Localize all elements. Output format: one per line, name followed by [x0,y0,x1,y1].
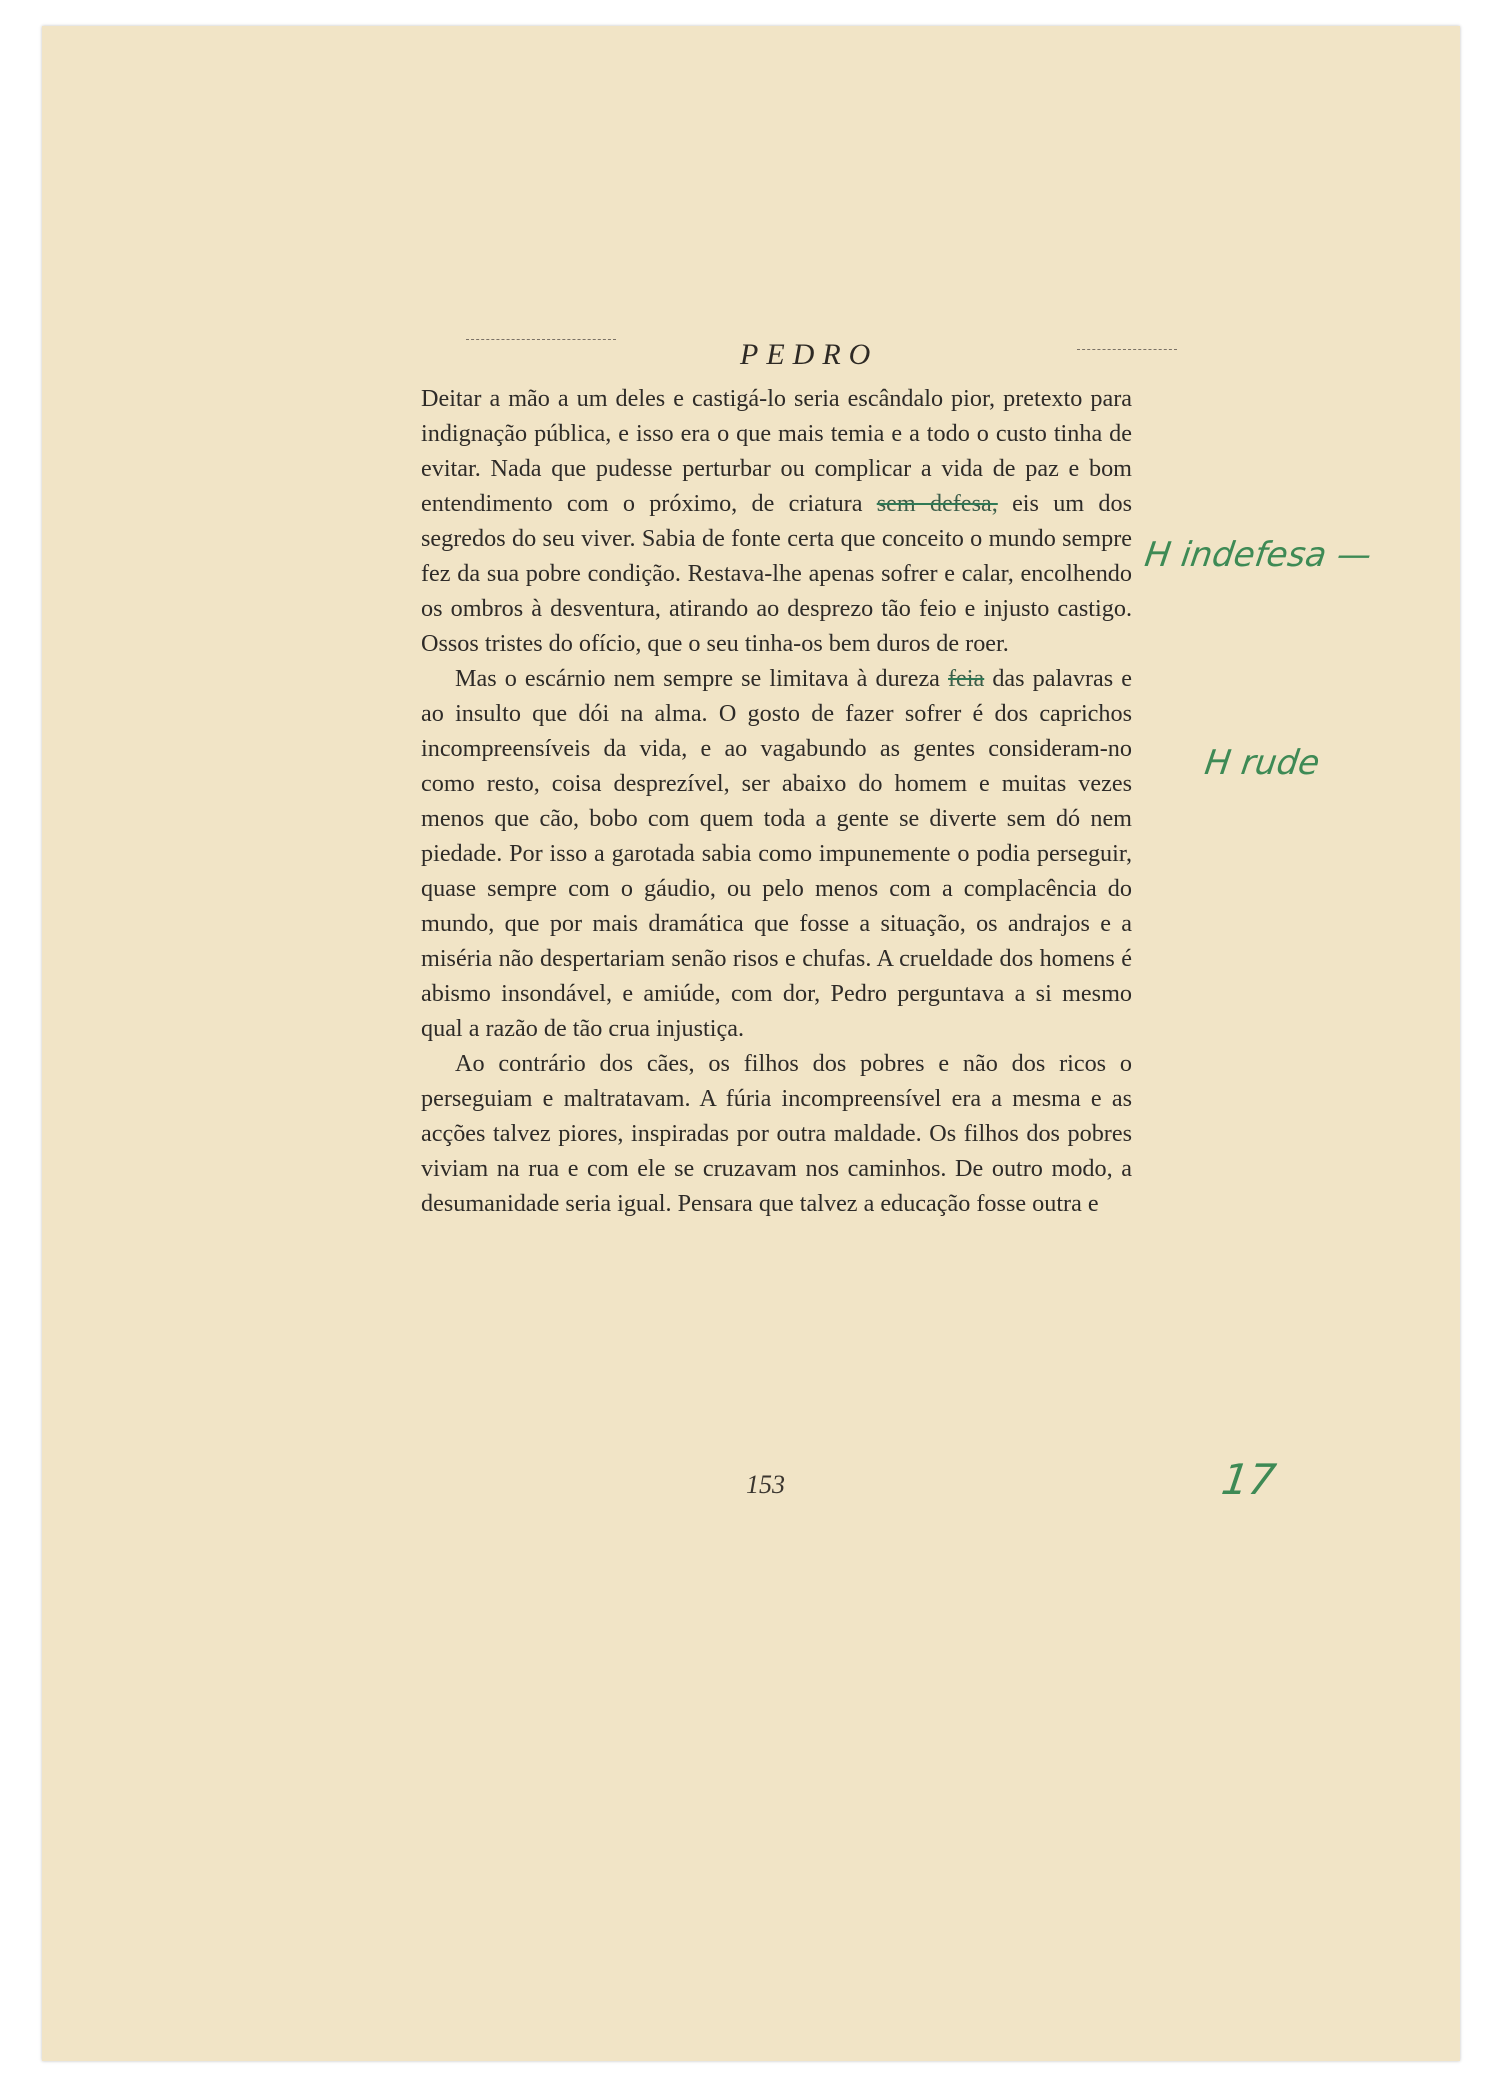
paragraph-1 [421,381,1132,661]
paragraph-1-part-a: Deitar a mão a um deles e castigá-lo seria escândalo pior, pretexto para indignação pública, e isso era o que mais temia e a todo o custo tinha de evitar. Nada que pudesse perturbar ou complicar a vida de paz e bom entendimento com o próximo, de criatura [421,385,1132,517]
running-header: PEDRO [740,338,879,371]
margin-annotation-2: H rude [1202,743,1323,783]
body-text [421,381,1132,1221]
margin-annotation-1: H indefesa — [1142,535,1374,575]
struck-text-2: feia [948,665,985,692]
header-rule-left [466,339,616,340]
folio-annotation: 17 [1218,1455,1279,1504]
paragraph-1-part-b: eis um dos segredos do seu viver. Sabia de fonte certa que conceito o mundo sempre fez da sua pobre condição. Restava-lhe apenas sofrer e calar, encolhendo os ombros à desventura, atirando ao desprezo tão feio e injusto castigo. Ossos tristes do ofício, que o seu tinha-os bem duros de roer. [421,490,1132,657]
paragraph-2 [421,661,1132,1046]
struck-text-1: sem defesa, [876,490,998,517]
paragraph-2-part-a: Mas o escárnio nem sempre se limitava à dureza [455,665,948,692]
page-number: 153 [746,1470,785,1499]
header-rule-right [1077,349,1177,350]
paragraph-3: Ao contrário dos cães, os filhos dos pobres e não dos ricos o perseguiam e maltratavam. A fúria incompreensível era a mesma e as acções talvez piores, inspiradas por outra maldade. Os filhos dos pobres viviam na rua e com ele se cruzavam nos caminhos. De outro modo, a desumanidade seria igual. Pensara que talvez a educação fosse outra e [421,1050,1132,1217]
paragraph-2-part-b: das palavras e ao insulto que dói na alma. O gosto de fazer sofrer é dos caprichos incompreensíveis da vida, e ao vagabundo as gentes consideram-no como resto, coisa desprezível, ser abaixo do homem e muitas vezes menos que cão, bobo com quem toda a gente se diverte sem dó nem piedade. Por isso a garotada sabia como impunemente o podia perseguir, quase sempre com o gáudio, ou pelo menos com a complacência do mundo, que por mais dramática que fosse a situação, os andrajos e a miséria não despertariam senão risos e chufas. A crueldade dos homens é abismo insondável, e amiúde, com dor, Pedro perguntava a si mesmo qual a razão de tão crua injustiça. [421,665,1133,1042]
